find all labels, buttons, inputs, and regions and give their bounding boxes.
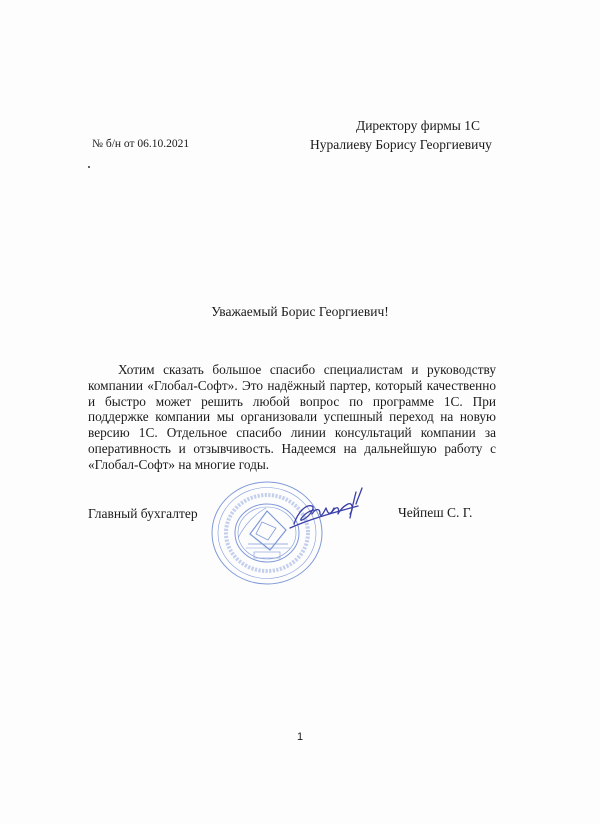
page-number: 1 [296,731,304,743]
signer-name: Чейпеш С. Г. [398,505,473,520]
signer-position: Главный бухгалтер [88,506,198,521]
handwritten-signature [288,484,374,534]
letter-number: № б/н от 06.10.2021 [92,138,190,150]
addressee-title: Директору фирмы 1С [356,118,480,133]
salutation: Уважаемый Борис Георгиевич! [211,304,389,319]
letter-body: Хотим сказать большое спасибо специалистам и руководству компании «Глобал-Софт». Это надёжный партер, который качественно и быстро может решить любой вопрос по программе 1С. При поддержке компании мы организовали успешный переход на новую версию 1С. Отдельное спасибо линии консультаций компании за оперативность и отзывчивость. Надеемся на дальнейшую работу с «Глобал-Софт» на многие годы. [88,362,496,472]
addressee-name: Нуралиеву Борису Георгиевичу [310,137,492,152]
stray-dot [88,166,90,168]
